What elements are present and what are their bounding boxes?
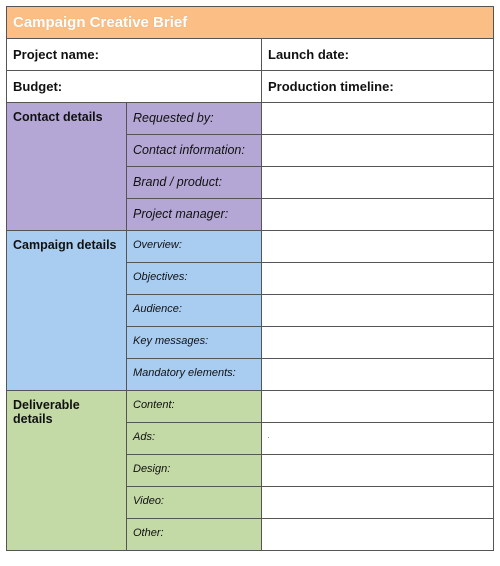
field-value-objectives[interactable] <box>262 263 494 295</box>
creative-brief-table <box>6 6 494 551</box>
budget-field[interactable]: Budget: <box>7 71 262 103</box>
field-label-key-messages: Key messages: <box>127 327 262 359</box>
field-value-contact-information[interactable] <box>262 135 494 167</box>
field-value-requested-by[interactable] <box>262 103 494 135</box>
field-label-objectives: Objectives: <box>127 263 262 295</box>
field-label-video: Video: <box>127 487 262 519</box>
field-value-project-manager[interactable] <box>262 199 494 231</box>
field-value-content[interactable] <box>262 391 494 423</box>
field-value-brand-product[interactable] <box>262 167 494 199</box>
field-label-overview: Overview: <box>127 231 262 263</box>
field-label-ads: Ads: <box>127 423 262 455</box>
field-label-other: Other: <box>127 519 262 551</box>
field-label-contact-information: Contact information: <box>127 135 262 167</box>
field-label-content: Content: <box>127 391 262 423</box>
field-value-overview[interactable] <box>262 231 494 263</box>
field-label-design: Design: <box>127 455 262 487</box>
field-label-project-manager: Project manager: <box>127 199 262 231</box>
field-label-mandatory-elements: Mandatory elements: <box>127 359 262 391</box>
field-label-audience: Audience: <box>127 295 262 327</box>
field-value-video[interactable] <box>262 487 494 519</box>
field-value-key-messages[interactable] <box>262 327 494 359</box>
section-campaign-details: Campaign details <box>7 231 127 391</box>
launch-date-field[interactable]: Launch date: <box>262 39 494 71</box>
field-label-brand-product: Brand / product: <box>127 167 262 199</box>
brief-title: Campaign Creative Brief <box>7 7 494 39</box>
project-name-field[interactable]: Project name: <box>7 39 262 71</box>
section-deliverable-details: Deliverable details <box>7 391 127 551</box>
field-value-audience[interactable] <box>262 295 494 327</box>
field-value-mandatory-elements[interactable] <box>262 359 494 391</box>
field-value-design[interactable] <box>262 455 494 487</box>
field-label-requested-by: Requested by: <box>127 103 262 135</box>
field-value-ads[interactable] <box>262 423 494 455</box>
field-value-other[interactable] <box>262 519 494 551</box>
stray-dot-mark: · <box>267 433 270 442</box>
section-contact-details: Contact details <box>7 103 127 231</box>
production-timeline-field[interactable]: Production timeline: <box>262 71 494 103</box>
